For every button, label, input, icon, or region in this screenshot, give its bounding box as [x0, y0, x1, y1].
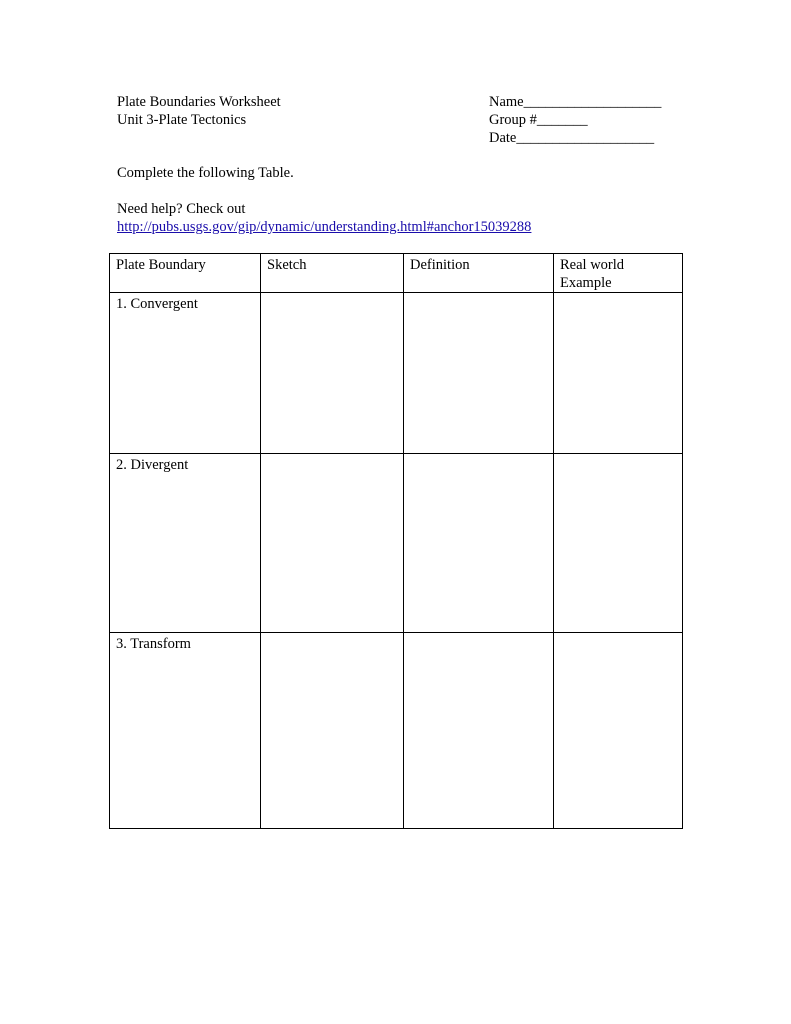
boundary-cell: 1. Convergent: [110, 293, 261, 454]
group-field-line: Group #_______: [489, 112, 588, 128]
boundary-cell: 3. Transform: [110, 633, 261, 829]
definition-cell[interactable]: [404, 633, 554, 829]
table-row: [110, 454, 683, 633]
table-row: [110, 293, 683, 454]
header-real-world-label: Real world: [560, 257, 625, 273]
example-cell[interactable]: [554, 454, 683, 633]
boundary-cell: 2. Divergent: [110, 454, 261, 633]
sketch-cell[interactable]: [261, 633, 404, 829]
instructions-text: Complete the following Table.: [117, 165, 294, 181]
plate-boundaries-table: [109, 253, 683, 829]
sketch-cell[interactable]: [261, 454, 404, 633]
example-cell[interactable]: [554, 293, 683, 454]
date-field-line: Date___________________: [489, 130, 655, 146]
name-field-line: Name___________________: [489, 94, 662, 110]
header-plate-boundary: Plate Boundary: [110, 254, 261, 293]
definition-cell[interactable]: [404, 454, 554, 633]
sketch-cell[interactable]: [261, 293, 404, 454]
table-row: [110, 633, 683, 829]
header-example-label: Example: [560, 275, 612, 291]
header-real-world-example: [554, 254, 683, 293]
help-text: Need help? Check out: [117, 201, 246, 217]
definition-cell[interactable]: [404, 293, 554, 454]
header-definition: Definition: [404, 254, 554, 293]
example-cell[interactable]: [554, 633, 683, 829]
table-header-row: [110, 254, 683, 293]
worksheet-title: Plate Boundaries Worksheet: [117, 94, 281, 110]
usgs-link[interactable]: http://pubs.usgs.gov/gip/dynamic/understanding.html#anchor15039288: [117, 219, 532, 235]
header-sketch: Sketch: [261, 254, 404, 293]
unit-subtitle: Unit 3-Plate Tectonics: [117, 112, 247, 128]
